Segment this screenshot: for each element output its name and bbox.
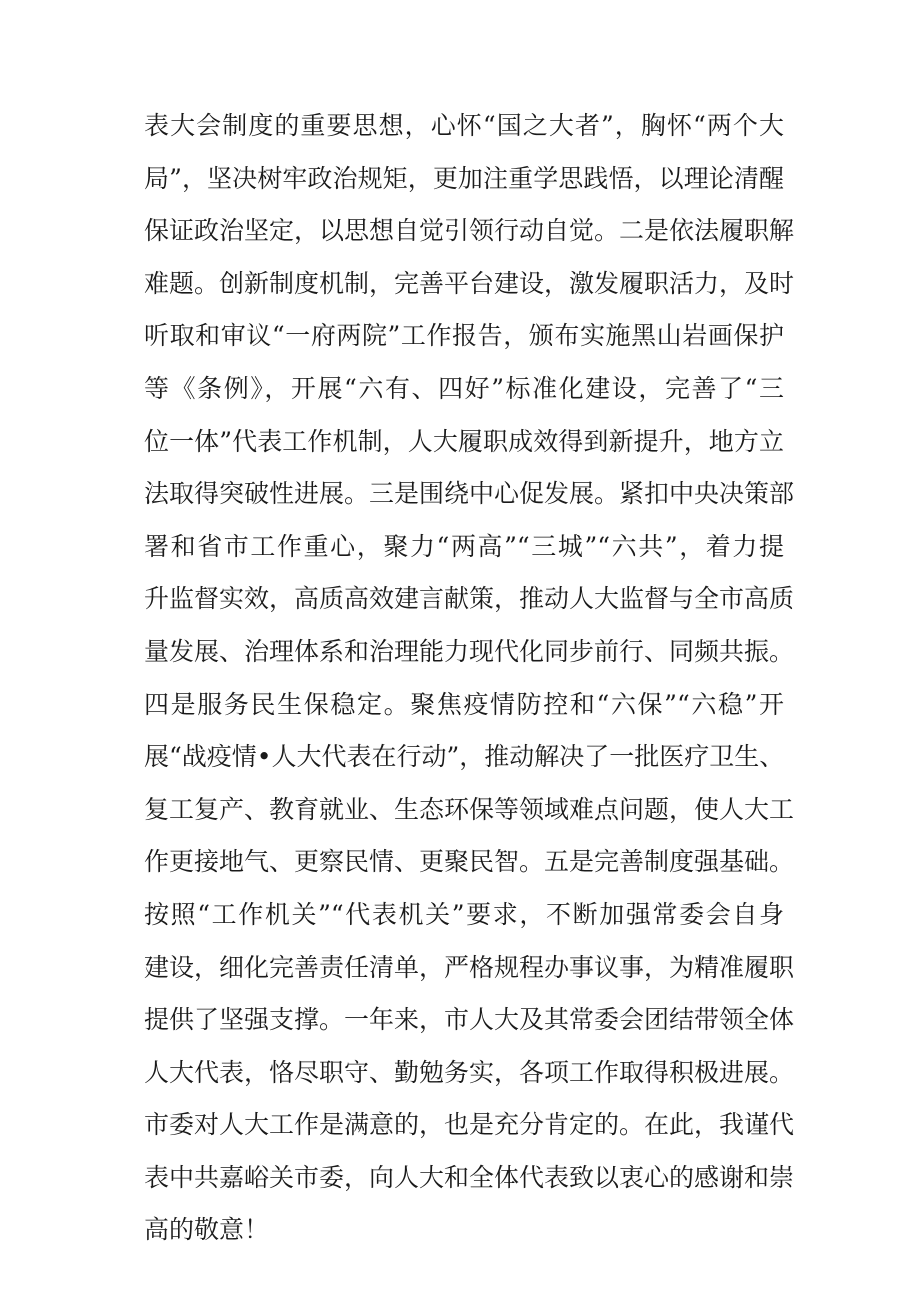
text-line: 复工复产、教育就业、生态环保等领域难点问题，使人大工 [144,794,795,824]
text-line: 市委对人大工作是满意的，也是充分肯定的。在此，我谨代 [144,1110,795,1140]
text-line: 四是服务民生保稳定。聚焦疫情防控和“六保”“六稳”开 [144,689,784,719]
text-line: 作更接地气、更察民情、更聚民智。五是完善制度强基础。 [144,847,795,877]
text-line: 表大会制度的重要思想，心怀“国之大者”，胸怀“两个大 [144,111,784,140]
text-line: 人大代表，恪尽职守、勤勉务实，各项工作取得积极进展。 [144,1057,795,1087]
text-line: 按照“工作机关”“代表机关”要求，不断加强常委会自身 [144,899,784,929]
text-line: 等《条例》，开展“六有、四好”标准化建设，完善了“三 [144,373,784,403]
text-line: 升监督实效，高质高效建言献策，推动人大监督与全市高质 [144,584,795,614]
text-line: 提供了坚强支撑。一年来，市人大及其常委会团结带领全体 [144,1005,795,1035]
text-line: 署和省市工作重心，聚力“两高”“三城”“六共”，着力提 [144,531,784,561]
text-line: 量发展、治理体系和治理能力现代化同步前行、同频共振。 [144,636,795,666]
text-line: 法取得突破性进展。三是围绕中心促发展。紧扣中央决策部 [144,479,795,509]
text-line: 表中共嘉峪关市委，向人大和全体代表致以衷心的感谢和崇 [144,1162,795,1192]
text-line: 建设，细化完善责任清单，严格规程办事议事，为精准履职 [144,952,795,982]
text-line: 展“战疫情•人大代表在行动”，推动解决了一批医疗卫生、 [144,742,785,772]
body-paragraph [144,100,795,1257]
text-line: 难题。创新制度机制，完善平台建设，激发履职活力，及时 [144,268,795,298]
text-line: 位一体”代表工作机制，人大履职成效得到新提升，地方立 [144,426,784,456]
text-line: 保证政治坚定，以思想自觉引领行动自觉。二是依法履职解 [144,216,795,246]
text-line-last: 高的敬意！ [144,1215,270,1245]
text-line: 听取和审议“一府两院”工作报告，颁布实施黑山岩画保护 [144,321,784,351]
text-line: 局”，坚决树牢政治规矩，更加注重学思践悟，以理论清醒 [144,163,784,193]
